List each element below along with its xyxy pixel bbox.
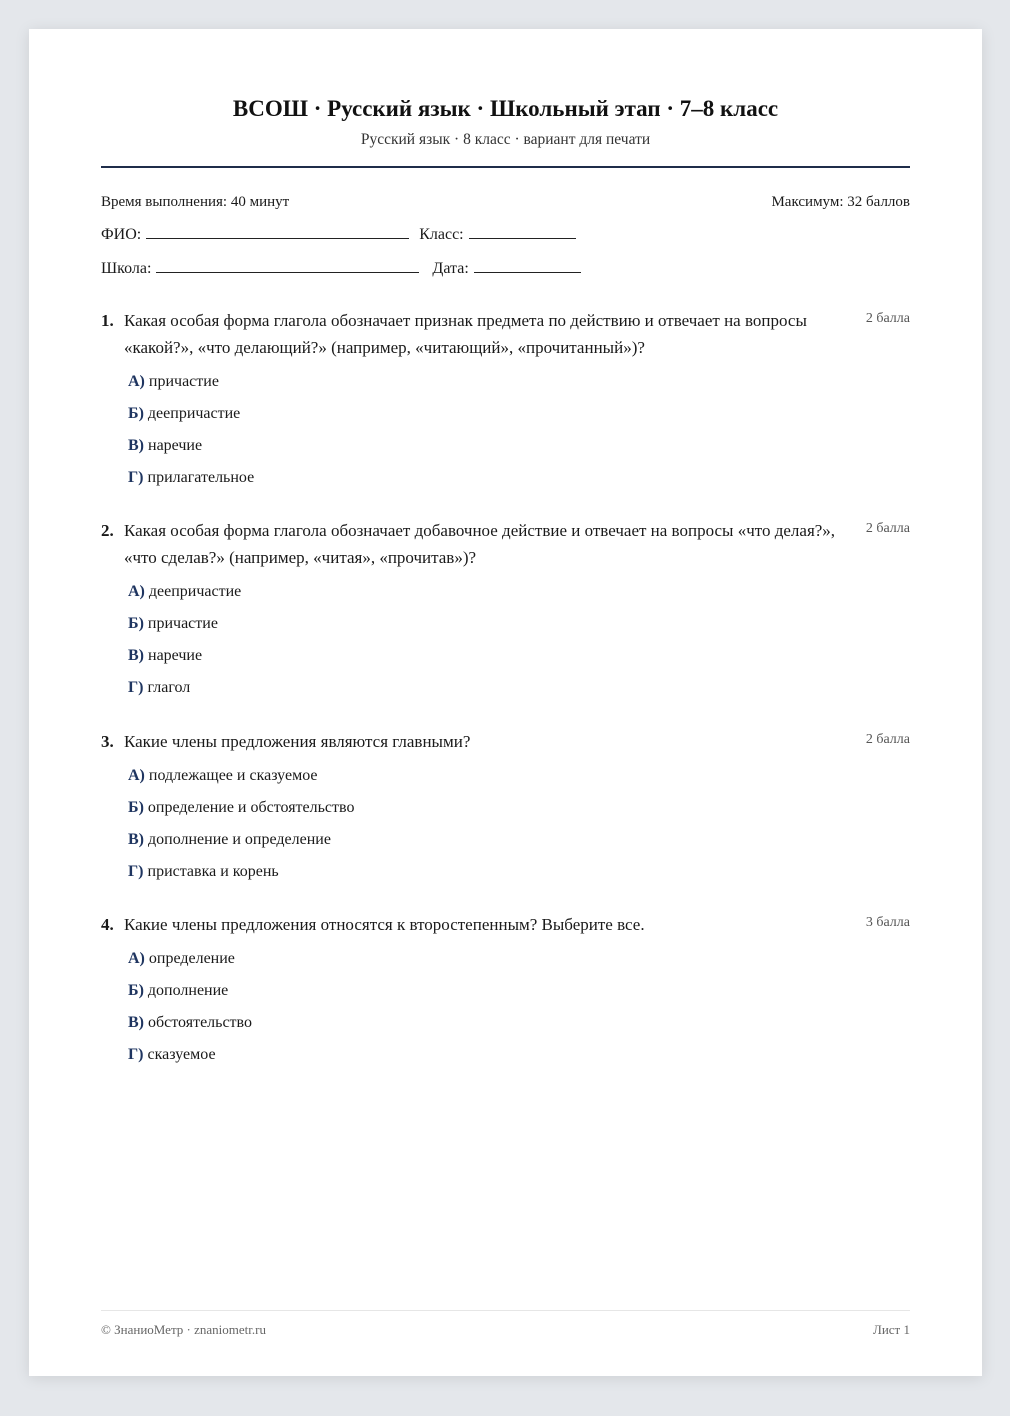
option-text: обстоятельство [148, 1014, 252, 1031]
max-score: Максимум: 32 баллов [771, 194, 910, 210]
option-letter: В) [128, 831, 144, 848]
time-limit: Время выполнения: 40 минут [101, 194, 290, 210]
option-d[interactable] [128, 862, 910, 882]
option-a[interactable] [128, 582, 910, 602]
question-header [101, 307, 910, 361]
answer-options [128, 582, 910, 698]
class-blank[interactable] [469, 224, 576, 239]
question-text: Какая особая форма глагола обозначает добавочное действие и отвечает на вопросы «что делая?», «что сделав?» (например, «читая», «прочитав»)? [124, 521, 836, 567]
option-c[interactable] [128, 830, 910, 850]
meta-row [101, 192, 910, 212]
class-label: Класс: [419, 226, 464, 243]
answer-options [128, 766, 910, 882]
option-text: приставка и корень [147, 863, 279, 880]
question-number: 2. [101, 521, 114, 540]
option-a[interactable] [128, 372, 910, 392]
option-text: глагол [147, 679, 191, 696]
footer-page-number: Лист 1 [873, 1322, 910, 1337]
option-a[interactable] [128, 766, 910, 786]
option-c[interactable] [128, 436, 910, 456]
question-points: 2 балла [865, 732, 910, 747]
question-3 [101, 728, 910, 894]
option-text: сказуемое [147, 1046, 216, 1063]
name-blank[interactable] [146, 224, 409, 239]
question-number: 1. [101, 311, 114, 330]
question-text: Какая особая форма глагола обозначает признак предмета по действию и отвечает на вопросы «какой?», «что делающий?» (например, «читающий», «прочитанный»)? [124, 311, 807, 357]
option-letter: Г) [128, 863, 144, 880]
school-date-row [101, 258, 581, 279]
exam-sheet [29, 29, 982, 1376]
option-letter: Г) [128, 469, 144, 486]
question-points: 3 балла [865, 915, 910, 930]
date-label: Дата: [432, 260, 469, 277]
name-class-row [101, 224, 576, 245]
option-text: деепричастие [148, 583, 242, 600]
option-text: причастие [148, 373, 219, 390]
question-header [101, 517, 910, 571]
question-points: 2 балла [865, 311, 910, 326]
option-b[interactable] [128, 981, 910, 1001]
option-a[interactable] [128, 949, 910, 969]
option-c[interactable] [128, 1013, 910, 1033]
page-footer [101, 1321, 910, 1339]
option-letter: Г) [128, 1046, 144, 1063]
header-divider [101, 166, 910, 168]
option-text: определение [148, 950, 235, 967]
option-b[interactable] [128, 798, 910, 818]
option-letter: А) [128, 373, 145, 390]
school-label: Школа: [101, 260, 152, 277]
option-letter: В) [128, 1014, 144, 1031]
option-text: дополнение [147, 982, 229, 999]
option-text: причастие [147, 615, 218, 632]
question-number: 4. [101, 915, 114, 934]
option-text: наречие [148, 647, 203, 664]
option-letter: Б) [128, 405, 144, 422]
footer-copyright: © ЗнаниоМетр · znaniometr.ru [101, 1322, 266, 1337]
option-text: деепричастие [147, 405, 241, 422]
footer-divider [101, 1310, 910, 1311]
question-number: 3. [101, 732, 114, 751]
option-text: наречие [148, 437, 203, 454]
option-c[interactable] [128, 646, 910, 666]
answer-options [128, 949, 910, 1065]
option-letter: В) [128, 647, 144, 664]
school-blank[interactable] [156, 258, 419, 273]
answer-options [128, 372, 910, 488]
option-b[interactable] [128, 614, 910, 634]
option-letter: Г) [128, 679, 144, 696]
option-letter: Б) [128, 615, 144, 632]
question-points: 2 балла [865, 521, 910, 536]
question-header [101, 728, 910, 755]
option-letter: А) [128, 950, 145, 967]
option-text: дополнение и определение [148, 831, 331, 848]
date-blank[interactable] [474, 258, 581, 273]
question-text: Какие члены предложения относятся к второстепенным? Выберите все. [124, 915, 645, 934]
option-d[interactable] [128, 468, 910, 488]
name-label: ФИО: [101, 226, 142, 243]
option-text: подлежащее и сказуемое [148, 767, 318, 784]
question-header [101, 911, 910, 938]
question-4 [101, 911, 910, 1077]
option-text: прилагательное [147, 469, 255, 486]
question-2 [101, 517, 910, 710]
option-letter: А) [128, 583, 145, 600]
option-d[interactable] [128, 1045, 910, 1065]
option-text: определение и обстоятельство [147, 799, 355, 816]
option-letter: Б) [128, 799, 144, 816]
question-text: Какие члены предложения являются главными? [124, 732, 471, 751]
option-letter: Б) [128, 982, 144, 999]
option-letter: В) [128, 437, 144, 454]
option-letter: А) [128, 767, 145, 784]
page-title: ВСОШ · Русский язык · Школьный этап · 7–8 класс [232, 96, 779, 121]
question-1 [101, 307, 910, 500]
option-b[interactable] [128, 404, 910, 424]
option-d[interactable] [128, 678, 910, 698]
page-subtitle: Русский язык · 8 класс · вариант для печати [360, 131, 651, 148]
